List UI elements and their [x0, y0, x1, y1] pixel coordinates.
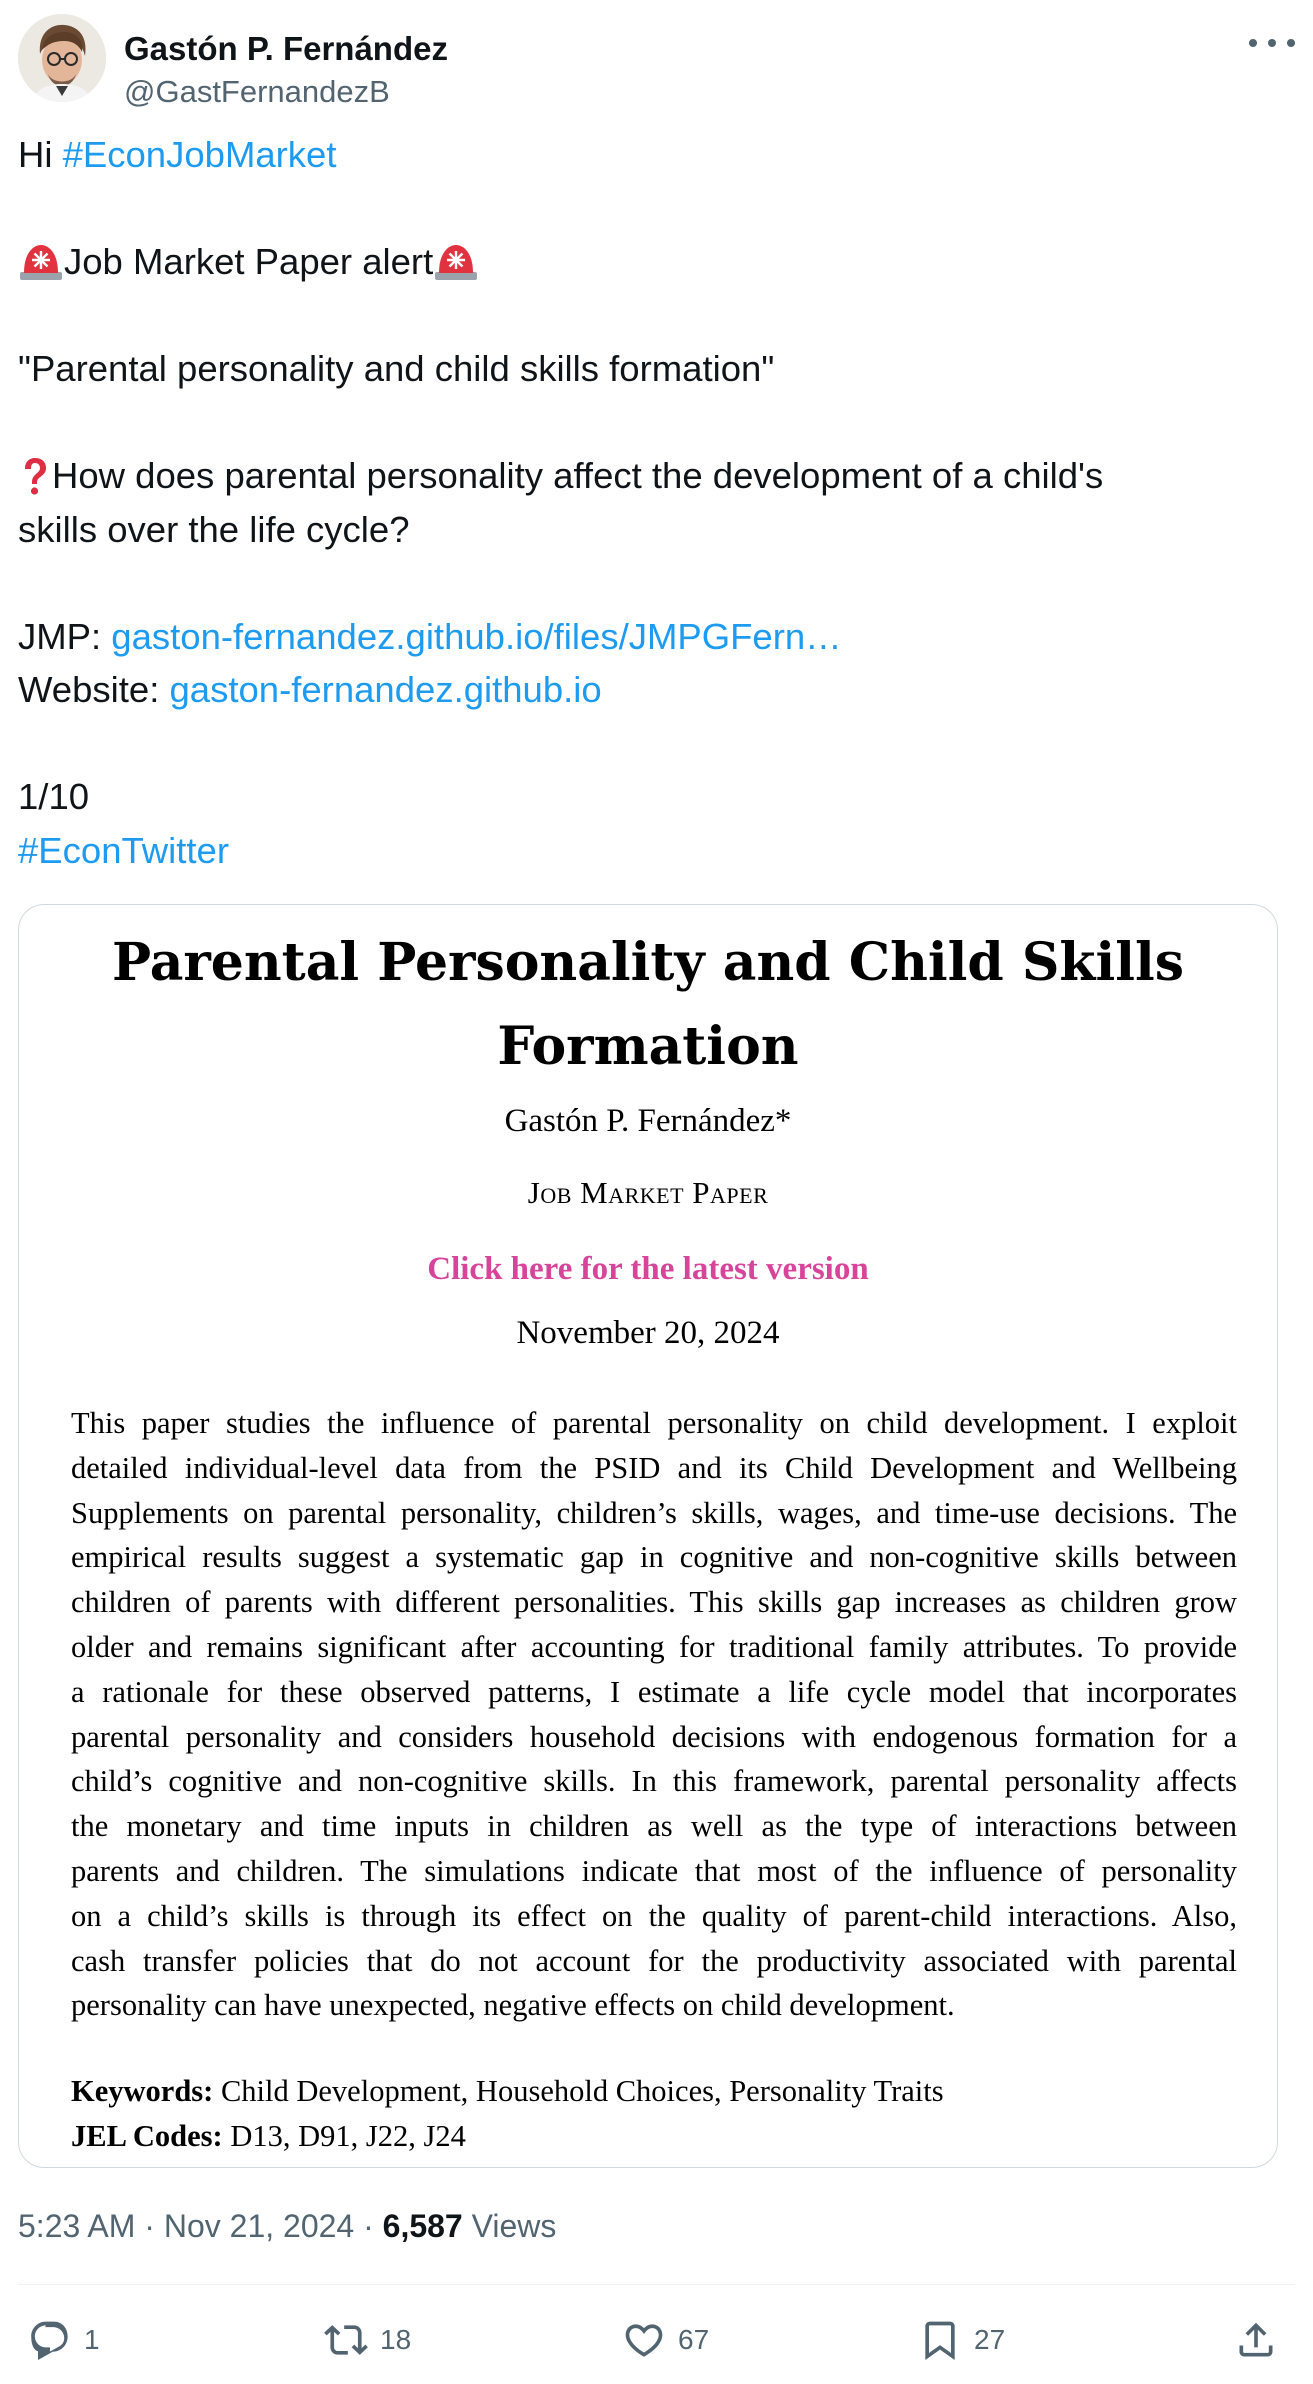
abstract-line: the monetary and time inputs in children as well as the type of interactions between	[71, 1809, 1237, 1844]
question-text-1: How does parental personality affect the development of a child's	[52, 455, 1104, 496]
keywords-value: Child Development, Household Choices, Personality Traits	[213, 2074, 944, 2108]
paper-title-line-1: Parental Personality and Child Skills	[112, 932, 1184, 993]
like-button[interactable]	[622, 2310, 709, 2370]
author-name[interactable]: Gastón P. Fernández	[124, 30, 448, 67]
latest-version-link[interactable]: Click here for the latest version	[427, 1251, 869, 1287]
paper-title-line-2: Formation	[497, 1016, 799, 1077]
question-line-2: skills over the life cycle?	[18, 508, 410, 550]
thread-count: 1/10	[18, 776, 90, 817]
siren-icon	[18, 242, 64, 297]
abstract-line: personality can have unexpected, negative effects on child development.	[71, 1988, 955, 2023]
tweet-header	[18, 14, 1295, 109]
website-line	[18, 663, 1288, 717]
jel-label: JEL Codes:	[71, 2119, 223, 2153]
abstract-line: parental personality and considers household decisions with endogenous formation for a	[71, 1719, 1237, 1754]
abstract-line: a rationale for these observed patterns, I estimate a life cycle model that incorporates	[71, 1674, 1237, 1709]
abstract-line: children of parents with different personalities. This skills gap increases as children grow	[71, 1585, 1237, 1620]
more-options-icon[interactable]	[1249, 28, 1295, 58]
tweet-date[interactable]: Nov 21, 2024	[163, 2208, 355, 2244]
reply-count: 1	[84, 2324, 100, 2355]
abstract-line: older and remains significant after accounting for traditional family attributes. To provide	[71, 1629, 1237, 1664]
views-count: 6,587	[382, 2208, 463, 2244]
abstract-line: parents and children. The simulations indicate that most of the influence of personality	[71, 1853, 1237, 1888]
abstract-line: detailed individual-level data from the PSID and its Child Development and Wellbeing	[71, 1450, 1237, 1485]
paper-abstract	[71, 1401, 1237, 2028]
share-icon	[1234, 2318, 1278, 2362]
alert-line	[18, 235, 1288, 289]
keywords-label: Keywords:	[71, 2074, 214, 2108]
like-count: 67	[678, 2324, 710, 2355]
heart-icon	[622, 2318, 666, 2362]
jmp-link[interactable]: gaston-fernandez.github.io/files/JMPGFern…	[111, 615, 842, 657]
jel-line	[71, 2114, 944, 2159]
retweet-count: 18	[380, 2324, 412, 2355]
hashtag-econtwitter[interactable]: #EconTwitter	[18, 829, 229, 871]
paper-label: Job Market Paper	[527, 1175, 769, 1210]
bookmark-count: 27	[974, 2324, 1006, 2355]
website-link[interactable]: gaston-fernandez.github.io	[169, 669, 602, 710]
jmp-label: JMP:	[18, 615, 112, 657]
abstract-line: empirical results suggest a systematic gap in cognitive and non-cognitive skills between	[71, 1540, 1237, 1575]
abstract-line: Supplements on parental personality, children’s skills, wages, and time-use decisions. The	[71, 1495, 1237, 1530]
paper-title-quote: "Parental personality and child skills formation"	[18, 348, 775, 389]
retweet-icon	[324, 2318, 368, 2362]
paper-date: November 20, 2024	[516, 1315, 780, 1351]
retweet-button[interactable]	[324, 2310, 411, 2370]
paper-author: Gastón P. Fernández*	[504, 1103, 792, 1139]
views-label: Views	[462, 2208, 557, 2244]
tweet-meta	[18, 2208, 556, 2245]
website-label: Website:	[18, 669, 170, 710]
keywords-line	[71, 2069, 944, 2114]
avatar[interactable]	[18, 14, 106, 102]
abstract-line: on a child’s skills is through its effect on the quality of parent-child interactions. Also,	[71, 1898, 1237, 1933]
greeting-text: Hi	[18, 134, 63, 175]
attached-image[interactable]	[18, 904, 1278, 2168]
siren-icon	[433, 242, 479, 297]
abstract-line: cash transfer policies that do not account for the productivity associated with parental	[71, 1943, 1237, 1978]
question-line-1	[18, 449, 1288, 503]
meta-separator: ·	[135, 2208, 164, 2244]
jel-value: D13, D91, J22, J24	[222, 2119, 466, 2153]
hashtag-econjobmarket[interactable]: #EconJobMarket	[62, 134, 337, 175]
meta-separator: ·	[354, 2208, 383, 2244]
paper-keywords	[71, 2069, 944, 2159]
bookmark-icon	[918, 2318, 962, 2362]
tweet-text	[18, 128, 1288, 877]
abstract-line: This paper studies the influence of parental personality on child development. I exploit	[71, 1406, 1237, 1440]
abstract-line: child’s cognitive and non-cognitive skills. In this framework, parental personality affects	[71, 1764, 1237, 1799]
bookmark-button[interactable]	[918, 2310, 1005, 2370]
action-bar	[18, 2310, 1295, 2370]
tweet-time[interactable]: 5:23 AM	[18, 2208, 136, 2244]
greeting-line	[18, 128, 1288, 182]
jmp-line	[18, 610, 1288, 664]
author-handle[interactable]: @GastFernandezB	[124, 74, 390, 109]
share-button[interactable]	[1234, 2310, 1278, 2370]
alert-text: Job Market Paper alert	[64, 241, 434, 282]
reply-button[interactable]	[28, 2310, 100, 2370]
paper-title	[19, 921, 1277, 1089]
reply-icon	[28, 2318, 72, 2362]
divider	[18, 2284, 1295, 2285]
